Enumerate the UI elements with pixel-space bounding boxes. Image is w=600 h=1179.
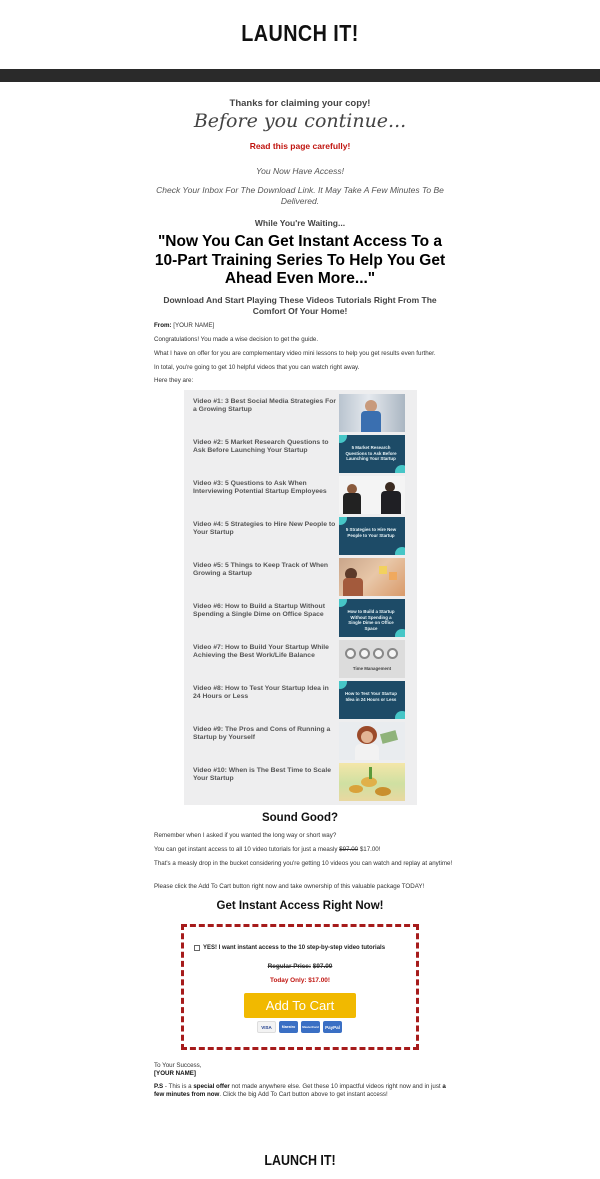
pitch-paragraph: Please click the Add To Cart button right now and take ownership of this valuable package TODAY!	[154, 883, 425, 890]
pitch-paragraph: Remember when I asked if you wanted the long way or short way?	[154, 832, 337, 839]
thumbnail-text: Time Management	[352, 666, 392, 671]
sound-good-heading: Sound Good?	[261, 812, 338, 824]
pitch-old-price: $97.00	[339, 846, 359, 853]
video-title: Video #4: 5 Strategies to Hire New People to Your Startup	[193, 521, 336, 536]
pitch-price-text: You can get instant access to all 10 video tutorials for just a measly	[154, 846, 340, 853]
pitch-new-price: $17.00!	[358, 846, 381, 853]
order-checkbox[interactable]	[194, 945, 200, 951]
signoff-text: To Your Success,	[154, 1062, 202, 1069]
sub-headline: Download And Start Playing These Videos Tutorials Right From The Comfort Of Your Home!	[163, 295, 437, 316]
video-item	[193, 722, 408, 762]
video-title: Video #3: 5 Questions to Ask When Interviewing Potential Startup Employees	[193, 480, 327, 495]
regular-price	[150, 963, 450, 970]
thumbnail-text: 5 Strategies to Hire New People to Your Startup	[345, 527, 397, 538]
paypal-icon: PayPal	[323, 1021, 342, 1033]
regular-price-label: Regular Price:	[267, 963, 311, 970]
ps-label: P.S	[154, 1083, 164, 1090]
video-item	[193, 681, 408, 721]
ps-bold-text: special offer	[193, 1083, 230, 1090]
add-to-cart-button[interactable]: Add To Cart	[244, 993, 356, 1018]
video-item	[193, 599, 408, 639]
read-carefully-text: Read this page carefully!	[249, 141, 351, 151]
video-thumbnail	[339, 476, 405, 514]
signoff-name: [YOUR NAME]	[154, 1070, 196, 1077]
video-item	[193, 476, 408, 516]
main-headline: "Now You Can Get Instant Access To a 10-Part Training Series To Help You Get Ahead Even More..."	[154, 233, 446, 287]
video-item	[193, 640, 408, 680]
order-checkbox-row[interactable]	[194, 945, 414, 951]
video-title: Video #1: 3 Best Social Media Strategies For a Growing Startup	[193, 398, 337, 413]
pitch-paragraph: That's a measly drop in the bucket considering you're getting 10 videos you can watch and replay at anytime!	[154, 860, 453, 867]
video-list-panel	[184, 390, 417, 805]
check-inbox-text: Check Your Inbox For The Download Link. It May Take A Few Minutes To Be Delivered.	[156, 185, 444, 206]
header-divider-bar	[0, 69, 600, 82]
video-title: Video #9: The Pros and Cons of Running a Startup by Yourself	[193, 726, 331, 741]
footer-logo: LAUNCH IT!	[264, 1153, 336, 1169]
video-title: Video #2: 5 Market Research Questions to Ask Before Launching Your Startup	[193, 439, 329, 454]
thumbnail-text: How to Test Your Startup Idea in 24 Hours or Less	[345, 691, 397, 702]
video-thumbnail	[339, 763, 405, 801]
video-item	[193, 394, 408, 434]
mastercard-icon: MasterCard	[301, 1021, 320, 1033]
ps-bold-text: a few minutes from now	[154, 1083, 446, 1098]
thanks-text: Thanks for claiming your copy!	[229, 98, 371, 109]
video-thumbnail	[339, 681, 405, 719]
video-title: Video #10: When is The Best Time to Scale Your Startup	[193, 767, 331, 782]
ps-paragraph	[154, 1083, 454, 1099]
visa-icon: VISA	[257, 1021, 276, 1033]
ps-text: not made anywhere else. Get these 10 impactful videos right now and in just	[229, 1083, 443, 1090]
waiting-text: While You're Waiting...	[254, 218, 346, 228]
video-item	[193, 435, 408, 475]
video-title: Video #7: How to Build Your Startup While Achieving the Best Work/Life Balance	[193, 644, 329, 659]
ps-text: - This is a	[163, 1083, 194, 1090]
maestro-icon: Maestro	[279, 1021, 298, 1033]
from-name: [YOUR NAME]	[173, 322, 215, 329]
from-line	[154, 322, 454, 330]
order-checkbox-label: YES! I want instant access to the 10 step-by-step video tutorials	[203, 945, 386, 951]
brand-logo: LAUNCH IT!	[241, 20, 359, 46]
today-price: Today Only: $17.00!	[270, 977, 330, 984]
letter-paragraph: In total, you're going to get 10 helpful videos that you can watch right away.	[154, 364, 360, 371]
from-label: From:	[154, 322, 172, 329]
video-title: Video #8: How to Test Your Startup Idea in 24 Hours or Less	[193, 685, 329, 700]
video-thumbnail	[339, 599, 405, 637]
video-thumbnail	[339, 558, 405, 596]
payment-cards	[257, 1021, 342, 1033]
video-title: Video #5: 5 Things to Keep Track of When Growing a Startup	[193, 562, 329, 577]
video-item	[193, 517, 408, 557]
video-item	[193, 558, 408, 598]
video-title: Video #6: How to Build a Startup Without Spending a Single Dime on Office Space	[193, 603, 325, 618]
letter-paragraph: Congratulations! You made a wise decision to get the guide.	[154, 336, 319, 343]
letter-paragraph: What I have on offer for you are complementary video mini lessons to help you get results even further.	[154, 350, 436, 357]
video-thumbnail	[339, 435, 405, 473]
before-continue-heading: Before you continue...	[193, 110, 407, 132]
video-item	[193, 763, 408, 803]
pitch-price-paragraph	[154, 846, 454, 854]
video-thumbnail	[339, 394, 405, 432]
get-access-heading: Get Instant Access Right Now!	[216, 900, 384, 912]
access-text: You Now Have Access!	[255, 166, 345, 176]
ps-text: . Click the big Add To Cart button above to get instant access!	[219, 1091, 388, 1098]
video-thumbnail	[339, 722, 405, 760]
regular-price-value: $97.00	[312, 963, 333, 970]
letter-paragraph: Here they are:	[154, 377, 194, 384]
thumbnail-text: 5 Market Research Questions to Ask Before Launching Your Startup	[345, 445, 397, 461]
video-thumbnail	[339, 640, 405, 678]
video-thumbnail	[339, 517, 405, 555]
thumbnail-text: How to Build a Startup Without Spending a Single Dime on Office Space	[347, 609, 395, 631]
